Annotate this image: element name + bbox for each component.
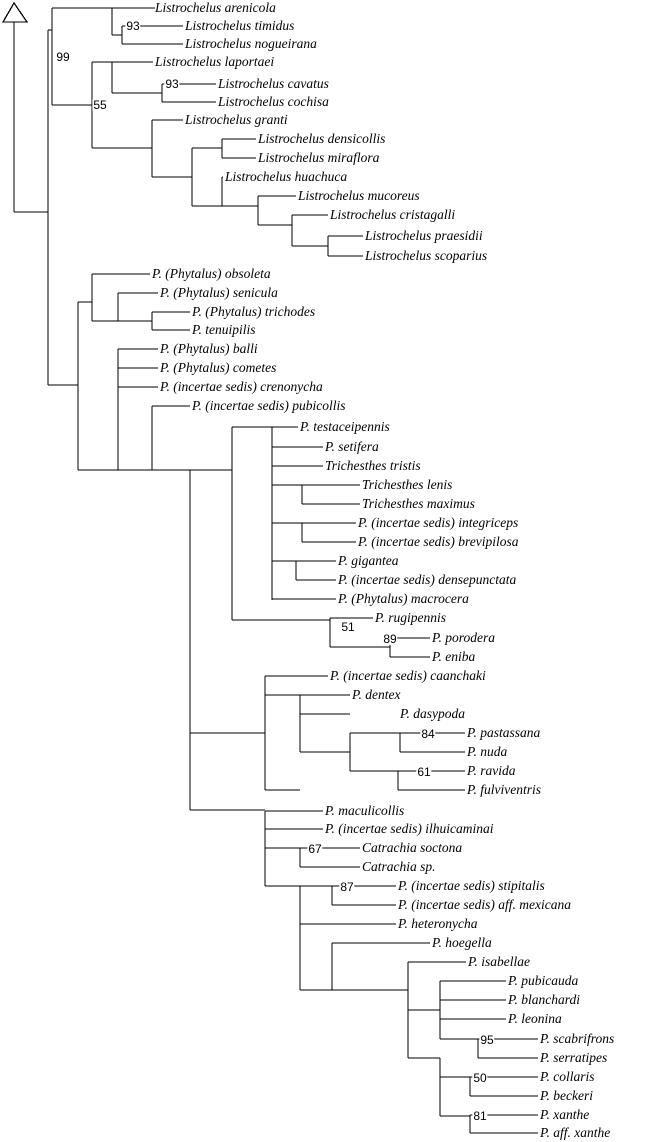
taxon-label: Listrochelus praesidii <box>365 228 483 243</box>
taxon-label: Listrochelus granti <box>185 112 288 127</box>
taxon-label: Catrachia sp. <box>362 859 436 874</box>
support-value: 51 <box>341 620 355 634</box>
taxon-label: Listrochelus scoparius <box>365 248 488 263</box>
taxon-label: P. ravida <box>467 763 516 778</box>
taxon-label: P. (Phytalus) cometes <box>160 360 277 375</box>
taxon-label: Trichesthes lenis <box>362 477 453 492</box>
taxon-label: P. (incertae sedis) ilhuicaminai <box>325 821 494 836</box>
taxon-label: Listrochelus cochisa <box>218 94 329 109</box>
support-value: 81 <box>473 1109 487 1123</box>
taxon-label: P. (incertae sedis) aff. mexicana <box>398 897 571 912</box>
taxon-label: P. maculicollis <box>325 803 405 818</box>
taxon-label: P. dentex <box>352 687 401 702</box>
support-value: 93 <box>126 19 140 33</box>
taxon-label: P. porodera <box>432 630 496 645</box>
taxon-label: P. dasypoda <box>400 706 466 721</box>
taxon-label: P. hoegella <box>432 935 492 950</box>
taxon-label: P. (incertae sedis) crenonycha <box>160 379 323 394</box>
taxon-label: P. gigantea <box>338 553 399 568</box>
taxon-label: P. (incertae sedis) pubicollis <box>192 398 346 413</box>
support-value: 50 <box>473 1071 487 1085</box>
taxon-label: Listrochelus cristagalli <box>330 207 456 222</box>
root-outgroup-triangle <box>3 3 48 212</box>
taxon-label: P. xanthe <box>540 1107 590 1122</box>
support-value: 55 <box>93 98 107 112</box>
taxon-label: P. collaris <box>540 1069 595 1084</box>
taxon-label: Listrochelus nogueirana <box>185 36 317 51</box>
taxon-label: P. testaceipennis <box>300 419 390 434</box>
taxon-label: P. leonina <box>508 1011 562 1026</box>
taxon-label: P. fulviventris <box>467 782 541 797</box>
taxon-label: P. (Phytalus) balli <box>160 341 258 356</box>
taxon-label: P. pubicauda <box>508 973 579 988</box>
support-value: 99 <box>56 50 70 64</box>
taxon-label: Listrochelus mucoreus <box>298 188 420 203</box>
taxon-label: Listrochelus densicollis <box>258 131 386 146</box>
support-value: 93 <box>165 77 179 91</box>
taxon-label: P. (Phytalus) obsoleta <box>152 266 271 281</box>
taxon-label: P. rugipennis <box>375 610 447 625</box>
taxon-label: P. scabrifrons <box>540 1031 615 1046</box>
taxon-label: P. blanchardi <box>508 992 581 1007</box>
taxon-label: Listrochelus cavatus <box>218 76 329 91</box>
taxon-label: Trichesthes maximus <box>362 496 475 511</box>
taxon-label: P. (Phytalus) macrocera <box>338 591 469 606</box>
taxon-label: P. eniba <box>432 649 476 664</box>
taxon-label: P. setifera <box>325 439 379 454</box>
taxon-label: Listrochelus arenicola <box>155 0 276 15</box>
taxon-label: P. isabellae <box>468 954 530 969</box>
taxon-label: Catrachia soctona <box>362 840 463 855</box>
taxon-label: P. nuda <box>467 744 508 759</box>
taxon-label: P. tenuipilis <box>192 322 256 337</box>
support-value: 87 <box>340 880 354 894</box>
taxon-label: P. serratipes <box>540 1050 608 1065</box>
taxon-label: Listrochelus miraflora <box>258 150 380 165</box>
support-value: 89 <box>383 632 397 646</box>
support-value: 67 <box>308 842 322 856</box>
taxon-label: P. heteronycha <box>398 916 478 931</box>
taxon-label: P. (incertae sedis) densepunctata <box>338 572 517 587</box>
taxon-label: P. (incertae sedis) integriceps <box>358 515 519 530</box>
taxon-label: P. pastassana <box>467 725 541 740</box>
taxon-label: P. (incertae sedis) stipitalis <box>398 878 545 893</box>
support-value: 61 <box>417 765 431 779</box>
taxon-label: Trichesthes tristis <box>325 458 421 473</box>
support-value: 84 <box>421 727 435 741</box>
taxon-label: Listrochelus huachuca <box>225 169 348 184</box>
support-value: 95 <box>480 1033 494 1047</box>
taxon-label: P. (Phytalus) trichodes <box>192 304 316 319</box>
taxon-label: P. aff. xanthe <box>540 1125 611 1140</box>
taxon-label: Listrochelus laportaei <box>155 54 275 69</box>
taxon-label: P. (incertae sedis) brevipilosa <box>358 534 519 549</box>
taxon-label: Listrochelus timidus <box>185 18 295 33</box>
taxon-label: P. (incertae sedis) caanchaki <box>330 668 486 683</box>
taxon-label: P. (Phytalus) senicula <box>160 285 278 300</box>
taxon-label: P. beckeri <box>540 1088 593 1103</box>
